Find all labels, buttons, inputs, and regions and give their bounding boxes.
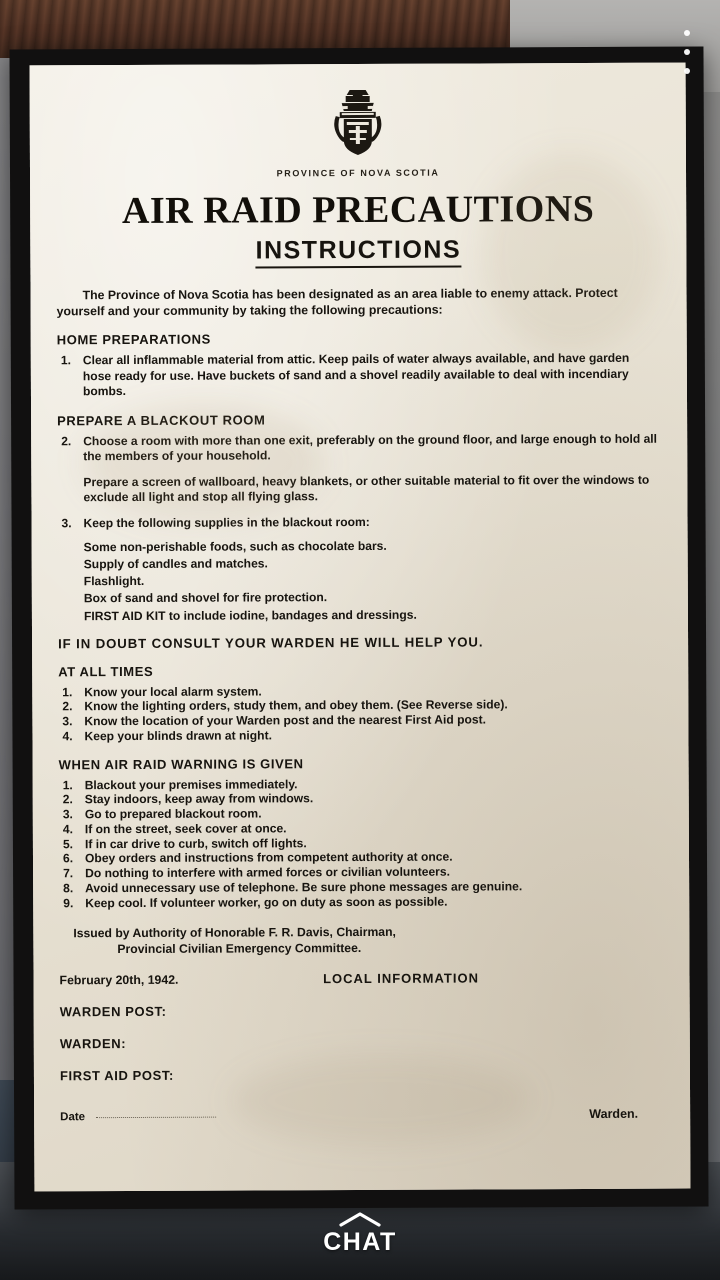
- list-item-text: If on the street, seek cover at once.: [84, 821, 287, 837]
- section-heading-when-warning-given: WHEN AIR RAID WARNING IS GIVEN: [58, 755, 304, 772]
- consult-warden-line: IF IN DOUBT CONSULT YOUR WARDEN HE WILL HELP YOU.: [58, 634, 484, 651]
- list-item-number: 1.: [62, 777, 73, 792]
- province-line: PROVINCE OF NOVA SCOTIA: [276, 167, 440, 179]
- list-item-text: Avoid unnecessary use of telephone. Be sure phone messages are genuine.: [85, 879, 523, 896]
- list-item-text: Know your local alarm system.: [84, 684, 262, 699]
- at-all-times-list: [58, 682, 662, 744]
- date-rule: [96, 1116, 216, 1118]
- issued-authority: [73, 924, 663, 958]
- list-item: [57, 432, 661, 466]
- home-preparations-list: [57, 351, 661, 400]
- field-first-aid-post: FIRST AID POST:: [59, 1067, 174, 1084]
- warden-signature-label: Warden.: [589, 1106, 639, 1122]
- supply-item: Some non-perishable foods, such as chocolate bars.: [83, 539, 387, 555]
- crest-container: [56, 85, 660, 167]
- list-item-text: If in car drive to curb, switch off lights.: [84, 835, 307, 851]
- list-item: [58, 727, 662, 744]
- more-dot: [684, 49, 690, 55]
- list-item-number: 7.: [63, 866, 74, 881]
- date-field: [60, 1111, 216, 1124]
- intro-paragraph: The Province of Nova Scotia has been designated as an area liable to enemy attack. Protect yourself and your community by taking the following precautions:: [56, 285, 618, 319]
- nova-scotia-coat-of-arms-icon: [328, 86, 388, 160]
- issued-line-2: Provincial Civilian Emergency Committee.: [117, 941, 362, 957]
- list-item-number: 2.: [61, 434, 72, 449]
- list-item-number: 2.: [62, 792, 73, 807]
- list-item-number: 3.: [62, 714, 73, 729]
- local-information-heading: LOCAL INFORMATION: [323, 970, 479, 987]
- when-warning-list: [59, 775, 664, 910]
- date-label: Date: [60, 1111, 86, 1124]
- more-dot: [684, 68, 690, 74]
- list-item-text: Keep your blinds drawn at night.: [84, 728, 272, 744]
- poster-document: [30, 63, 691, 1192]
- list-item-number: 4.: [62, 822, 73, 837]
- date-and-local-info-row: [59, 970, 663, 988]
- supply-item: Flashlight.: [83, 574, 145, 589]
- list-item: [59, 893, 663, 910]
- list-item-text: Choose a room with more than one exit, preferably on the ground floor, and large enough to hold all the members of your household.: [83, 431, 658, 464]
- list-item-text: Stay indoors, keep away from windows.: [84, 791, 314, 807]
- list-item-number: 8.: [63, 881, 74, 896]
- list-item-number: 5.: [62, 836, 74, 851]
- supply-item: Supply of candles and matches.: [83, 556, 268, 572]
- list-item-text: Know the location of your Warden post and the nearest First Aid post.: [84, 712, 487, 729]
- chat-bar[interactable]: [0, 1206, 720, 1280]
- list-item-number: 3.: [61, 515, 72, 531]
- field-warden: WARDEN:: [59, 1036, 127, 1052]
- list-item: [58, 513, 662, 531]
- section-heading-at-all-times: AT ALL TIMES: [58, 663, 154, 679]
- list-item: [57, 351, 661, 400]
- more-options-icon[interactable]: [682, 30, 692, 74]
- list-item-text: Know the lighting orders, study them, and obey them. (See Reverse side).: [84, 697, 508, 714]
- list-item-number: 1.: [60, 353, 71, 368]
- more-dot: [684, 30, 690, 36]
- list-item-text: Go to prepared blackout room.: [84, 806, 262, 822]
- poster-subtitle-container: [56, 233, 660, 272]
- section-heading-home-preparations: HOME PREPARATIONS: [56, 332, 211, 348]
- list-item-text: Keep cool. If volunteer worker, go on duty as soon as possible.: [85, 894, 448, 910]
- list-item-text: Obey orders and instructions from competent authority at once.: [84, 849, 453, 866]
- list-item-number: 4.: [62, 729, 73, 744]
- list-item-number: 6.: [62, 851, 74, 866]
- supply-item: FIRST AID KIT to include iodine, bandages and dressings.: [83, 607, 417, 623]
- poster-frame: [9, 46, 708, 1209]
- list-item-number: 3.: [62, 807, 73, 822]
- list-item-text: Keep the following supplies in the blackout room:: [83, 514, 370, 530]
- chat-label: CHAT: [323, 1228, 397, 1256]
- field-warden-post: WARDEN POST:: [59, 1003, 167, 1020]
- footer-row: [60, 1107, 664, 1124]
- supplies-items: [84, 537, 662, 624]
- supply-item: Box of sand and shovel for fire protection.: [83, 590, 328, 606]
- blackout-room-paragraph: Prepare a screen of wallboard, heavy blankets, or other suitable material to fit over the windows to exclude all light and stop all flying glass.: [83, 472, 650, 505]
- blackout-supplies-list: [58, 513, 662, 531]
- poster-subtitle: INSTRUCTIONS: [256, 236, 462, 269]
- list-item-text: Clear all inflammable material from attic. Keep pails of water always available, and have garden hose ready for use. Have buckets of sand and a shovel readily available to deal with incendiary bombs.: [82, 351, 630, 399]
- blackout-room-list: [57, 432, 661, 466]
- date-issued: February 20th, 1942.: [59, 972, 179, 988]
- list-item-number: 9.: [63, 895, 74, 910]
- list-item-number: 2.: [62, 699, 73, 714]
- list-item-text: Do nothing to interfere with armed forces or civilian volunteers.: [85, 864, 451, 881]
- chevron-up-icon: [337, 1210, 383, 1228]
- poster-title: AIR RAID PRECAUTIONS: [121, 187, 595, 233]
- issued-line-1: Issued by Authority of Honorable F. R. Davis, Chairman,: [73, 925, 396, 941]
- section-heading-blackout-room: PREPARE A BLACKOUT ROOM: [57, 412, 266, 429]
- list-item-text: Blackout your premises immediately.: [84, 776, 298, 792]
- list-item-number: 1.: [62, 684, 73, 699]
